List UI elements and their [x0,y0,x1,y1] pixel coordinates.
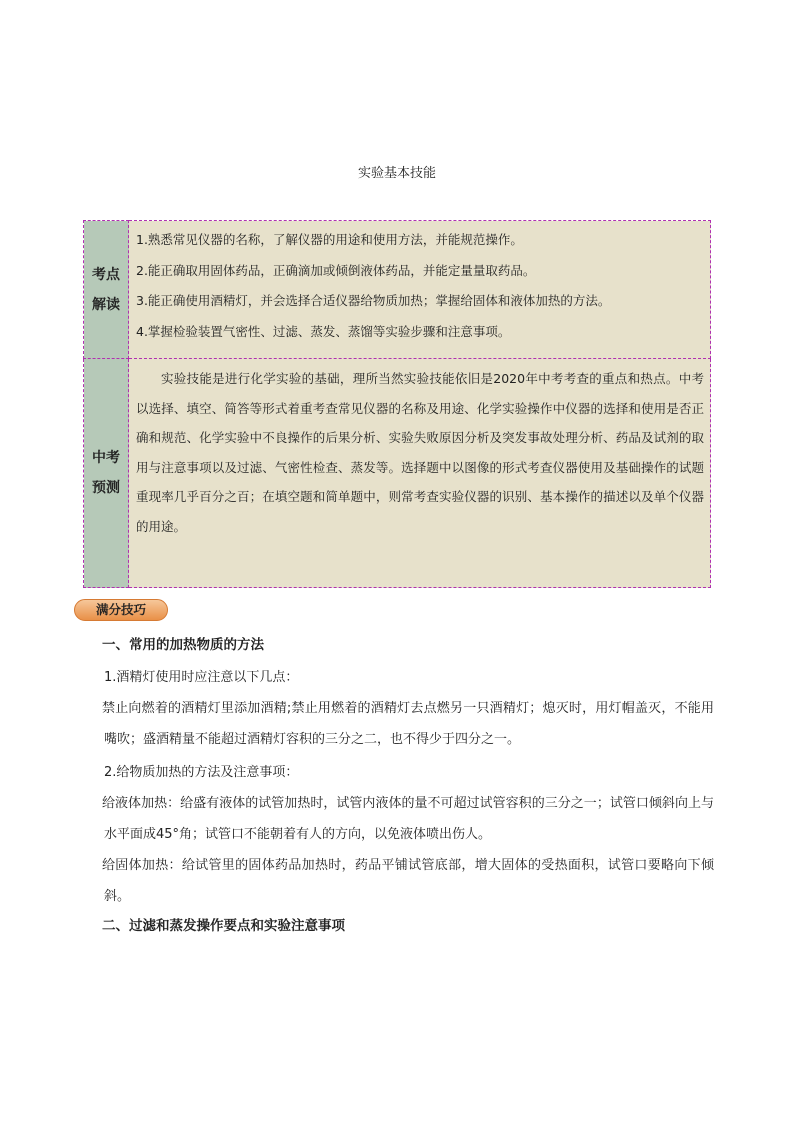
exam-points-label [84,221,129,359]
exam-forecast-label-line1: 中考 [92,450,120,466]
exam-point-1: 1.熟悉常见仪器的名称，了解仪器的用途和使用方法，并能规范操作。 [136,232,523,247]
exam-points-label-line2: 解读 [92,296,120,313]
tips-badge: 满分技巧 [74,599,168,621]
section2-heading: 二、过滤和蒸发操作要点和实验注意事项 [102,918,345,934]
exam-points-content [129,221,711,359]
section1-para1 [104,693,714,755]
section1-para3 [104,850,714,912]
exam-point-3: 3.能正确使用酒精灯，并会选择合适仪器给物质加热；掌握给固体和液体加热的方法。 [136,293,611,308]
section1-para3-text: 给固体加热：给试管里的固体药品加热时，药品平铺试管底部，增大固体的受热面积，试管口要略向下倾斜。 [102,858,714,904]
exam-forecast-text: 实验技能是进行化学实验的基础，理所当然实验技能依旧是2020年中考考查的重点和热点。中考以选择、填空、简答等形式着重考查常见仪器的名称及用途、化学实验操作中仪器的选择和使用是否正确和规范、化学实验中不良操作的后果分析、实验失败原因分析及突发事故处理分析、药品及试剂的取用与注意事项以及过滤、气密性检查、蒸发等。选择题中以图像的形式考查仪器使用及基础操作的试题重现率几乎百分之百；在填空题和简单题中，则常考查实验仪器的识别、基本操作的描述以及单个仪器的用途。 [136,371,704,534]
section1-sub2: 2.给物质加热的方法及注意事项： [104,765,299,780]
exam-forecast-content [129,359,711,588]
exam-points-row [84,221,711,359]
page-title: 实验基本技能 [357,166,436,181]
section1-heading: 一、常用的加热物质的方法 [102,637,264,653]
exam-points-label-line1: 考点 [92,266,120,283]
exam-point-2: 2.能正确取用固体药品，正确滴加或倾倒液体药品，并能定量量取药品。 [136,262,536,278]
section1-para2 [104,788,714,850]
section1-para2-text: 给液体加热：给盛有液体的试管加热时，试管内液体的量不可超过试管容积的三分之一；试管口倾斜向上与水平面成45°角；试管口不能朝着有人的方向，以免液体喷出伤人。 [102,796,714,842]
exam-point-4: 4.掌握检验装置气密性、过滤、蒸发、蒸馏等实验步骤和注意事项。 [136,323,511,339]
exam-forecast-label-line2: 预测 [92,480,120,496]
exam-forecast-row [84,359,711,588]
section1-para1-text: 禁止向燃着的酒精灯里添加酒精;禁止用燃着的酒精灯去点燃另一只酒精灯；熄灭时，用灯帽盖灭，不能用嘴吹；盛酒精量不能超过酒精灯容积的三分之二，也不得少于四分之一。 [102,701,714,747]
exam-info-table [83,220,711,588]
section1-sub1: 1.酒精灯使用时应注意以下几点： [104,670,299,685]
exam-forecast-label [84,359,129,588]
